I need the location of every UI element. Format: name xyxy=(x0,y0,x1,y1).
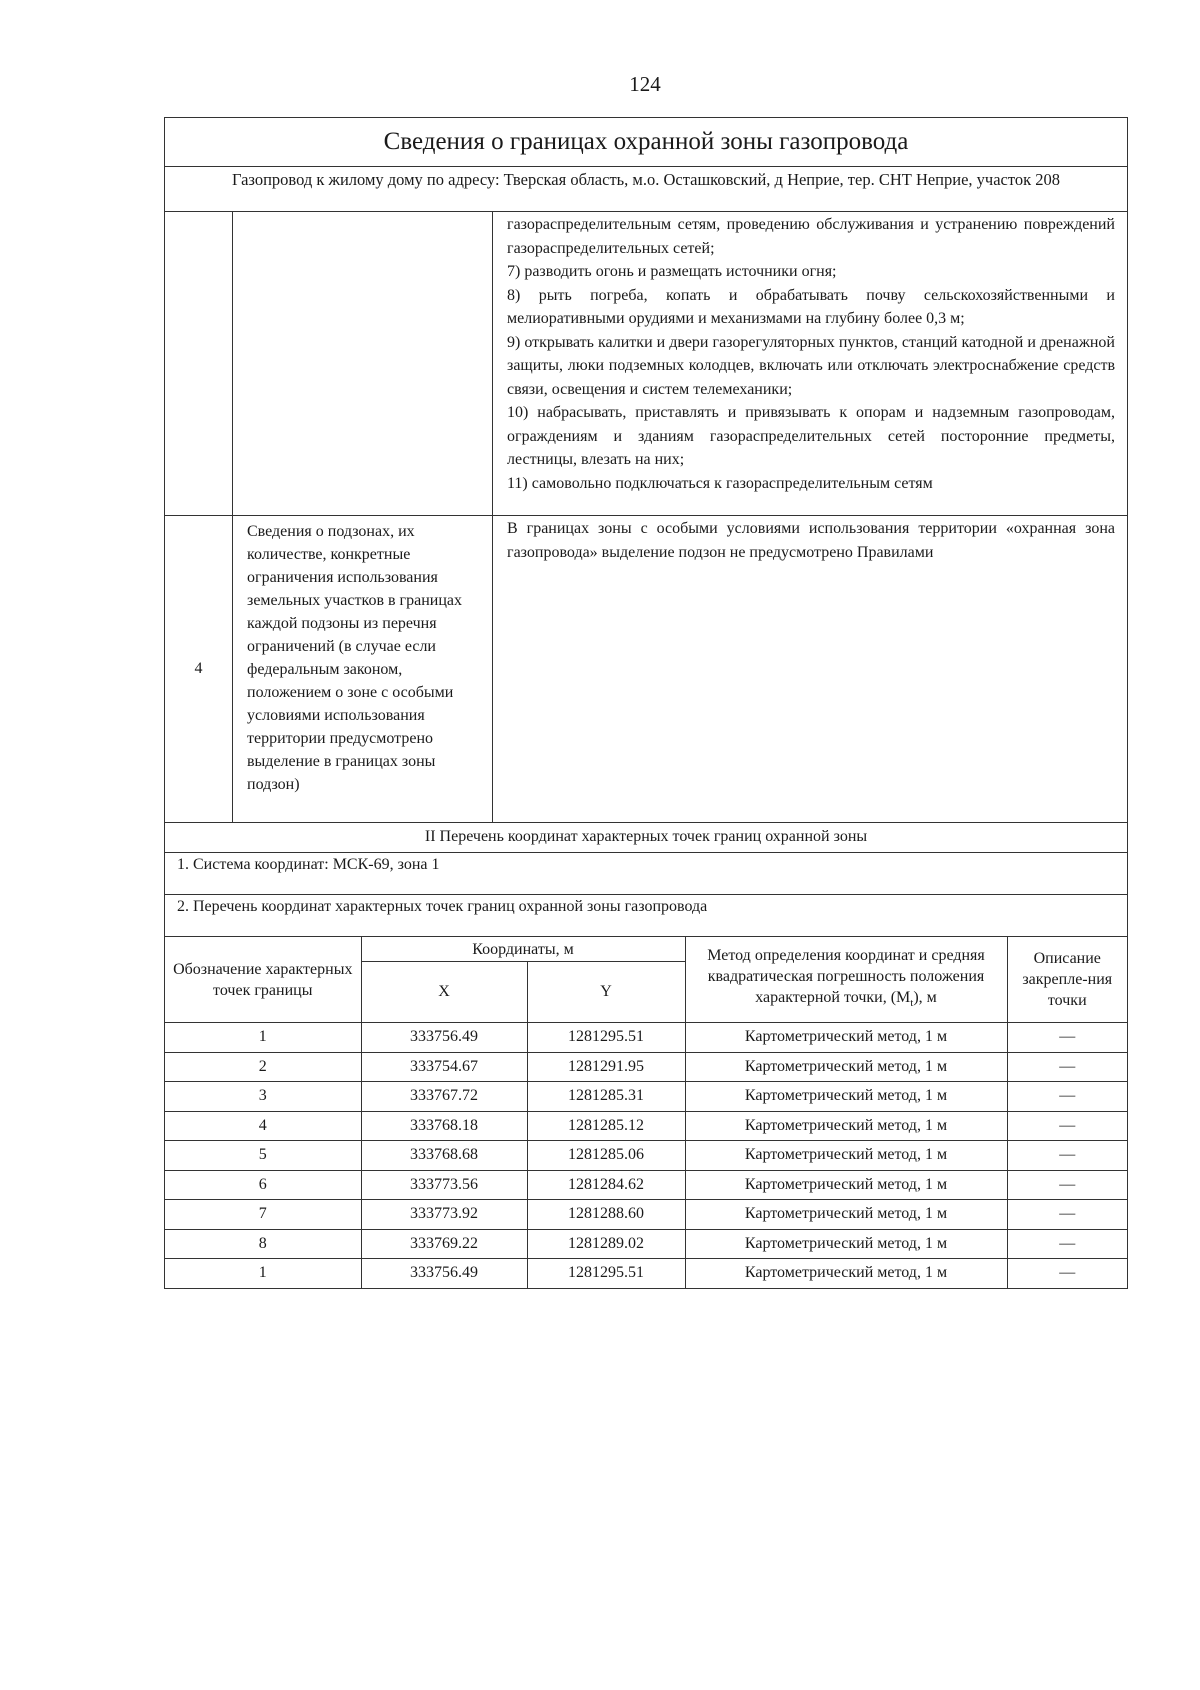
subzones-description: Сведения о подзонах, их количестве, конкретные ограничения использования земельных участков в границах каждой подзоны из перечня ограничений (в случае если федеральным законом, положением о зоне с особыми условиями использования территории предусмотрено выделение в границах зоны подзон) xyxy=(233,516,493,822)
description-cell: — xyxy=(1007,1200,1127,1230)
x-cell: 333767.72 xyxy=(361,1082,527,1112)
x-cell: 333773.92 xyxy=(361,1200,527,1230)
restriction-item: 10) набрасывать, приставлять и привязывать к опорам и надземным газопроводам, ограждениям и зданиям газораспределительных сетей посторонние предметы, лестницы, влезать на них; xyxy=(507,404,1115,468)
method-cell: Картометрический метод, 1 м xyxy=(685,1200,1007,1230)
y-cell: 1281291.95 xyxy=(527,1052,685,1082)
fixation-description-header: Описание закрепле-ния точки xyxy=(1007,937,1127,1023)
y-cell: 1281295.51 xyxy=(527,1259,685,1288)
x-cell: 333769.22 xyxy=(361,1229,527,1259)
x-cell: 333756.49 xyxy=(361,1023,527,1053)
row-number-cell: 4 xyxy=(165,516,233,822)
description-cell: — xyxy=(1007,1052,1127,1082)
table-row xyxy=(165,1200,1127,1230)
description-cell: — xyxy=(1007,1111,1127,1141)
point-cell: 4 xyxy=(165,1111,361,1141)
x-cell: 333754.67 xyxy=(361,1052,527,1082)
table-row xyxy=(165,1170,1127,1200)
section-2-title: II Перечень координат характерных точек границ охранной зоны xyxy=(165,823,1127,853)
point-cell: 8 xyxy=(165,1229,361,1259)
y-cell: 1281289.02 xyxy=(527,1229,685,1259)
designation-header: Обозначение характерных точек границы xyxy=(165,937,361,1023)
restrictions-content xyxy=(493,212,1127,515)
method-cell: Картометрический метод, 1 м xyxy=(685,1170,1007,1200)
x-cell: 333773.56 xyxy=(361,1170,527,1200)
table-row xyxy=(165,1259,1127,1288)
coordinate-system: 1. Система координат: МСК-69, зона 1 xyxy=(165,853,1127,895)
point-cell: 6 xyxy=(165,1170,361,1200)
x-header: X xyxy=(361,962,527,1023)
x-cell: 333756.49 xyxy=(361,1259,527,1288)
table-row xyxy=(165,1111,1127,1141)
page-number: 124 xyxy=(629,72,661,96)
subzones-content: В границах зоны с особыми условиями использования территории «охранная зона газопровода» выделение подзон не предусмотрено Правилами xyxy=(507,520,1115,561)
method-cell: Картометрический метод, 1 м xyxy=(685,1023,1007,1053)
method-cell: Картометрический метод, 1 м xyxy=(685,1259,1007,1288)
point-cell: 7 xyxy=(165,1200,361,1230)
restriction-item: 7) разводить огонь и размещать источники огня; xyxy=(507,263,837,280)
y-cell: 1281285.31 xyxy=(527,1082,685,1112)
description-cell: — xyxy=(1007,1023,1127,1053)
coordinate-list-title: 2. Перечень координат характерных точек границ охранной зоны газопровода xyxy=(165,895,1127,937)
restriction-item: 8) рыть погреба, копать и обрабатывать почву сельскохозяйственными и мелиоративными орудиями и механизмами на глубину более 0,3 м; xyxy=(507,286,1115,327)
document-sheet xyxy=(164,117,1128,1289)
table-row xyxy=(165,1023,1127,1053)
description-cell: — xyxy=(1007,1082,1127,1112)
coordinates-table xyxy=(165,937,1127,1288)
y-cell: 1281285.06 xyxy=(527,1141,685,1171)
document-subtitle: Газопровод к жилому дому по адресу: Тверская область, м.о. Осташковский, д Неприе, тер. СНТ Неприе, участок 208 xyxy=(165,167,1127,212)
method-cell: Картометрический метод, 1 м xyxy=(685,1111,1007,1141)
coordinates-header: Координаты, м xyxy=(361,937,685,962)
description-cell: — xyxy=(1007,1229,1127,1259)
row-description-cell xyxy=(233,212,493,515)
method-cell: Картометрический метод, 1 м xyxy=(685,1052,1007,1082)
description-cell: — xyxy=(1007,1259,1127,1288)
method-cell: Картометрический метод, 1 м xyxy=(685,1082,1007,1112)
point-cell: 3 xyxy=(165,1082,361,1112)
description-cell: — xyxy=(1007,1170,1127,1200)
restriction-item: 9) открывать калитки и двери газорегуляторных пунктов, станций катодной и дренажной защиты, люки подземных колодцев, включать или отключать электроснабжение средств связи, освещения и систем телемеханики; xyxy=(507,333,1115,398)
table-row xyxy=(165,1141,1127,1171)
table-row xyxy=(165,1082,1127,1112)
y-cell: 1281295.51 xyxy=(527,1023,685,1053)
description-cell: — xyxy=(1007,1141,1127,1171)
y-cell: 1281285.12 xyxy=(527,1111,685,1141)
x-cell: 333768.68 xyxy=(361,1141,527,1171)
table-row xyxy=(165,1229,1127,1259)
method-cell: Картометрический метод, 1 м xyxy=(685,1141,1007,1171)
restrictions-row xyxy=(165,212,1127,516)
table-row xyxy=(165,1052,1127,1082)
row-number-cell xyxy=(165,212,233,515)
restriction-item: 11) самовольно подключаться к газораспределительным сетям xyxy=(507,474,933,492)
restriction-item: газораспределительным сетям, проведению обслуживания и устранению повреждений газораспределительных сетей; xyxy=(507,216,1115,257)
subzones-row xyxy=(165,516,1127,823)
point-cell: 5 xyxy=(165,1141,361,1171)
y-cell: 1281288.60 xyxy=(527,1200,685,1230)
y-cell: 1281284.62 xyxy=(527,1170,685,1200)
method-header: Метод определения координат и средняя квадратическая погрешность положения характерной точки, $(M_t)$, м xyxy=(685,937,1007,1023)
y-header: Y xyxy=(527,962,685,1023)
x-cell: 333768.18 xyxy=(361,1111,527,1141)
point-cell: 1 xyxy=(165,1023,361,1053)
point-cell: 1 xyxy=(165,1259,361,1288)
method-cell: Картометрический метод, 1 м xyxy=(685,1229,1007,1259)
point-cell: 2 xyxy=(165,1052,361,1082)
document-title: Сведения о границах охранной зоны газопровода xyxy=(165,118,1127,167)
